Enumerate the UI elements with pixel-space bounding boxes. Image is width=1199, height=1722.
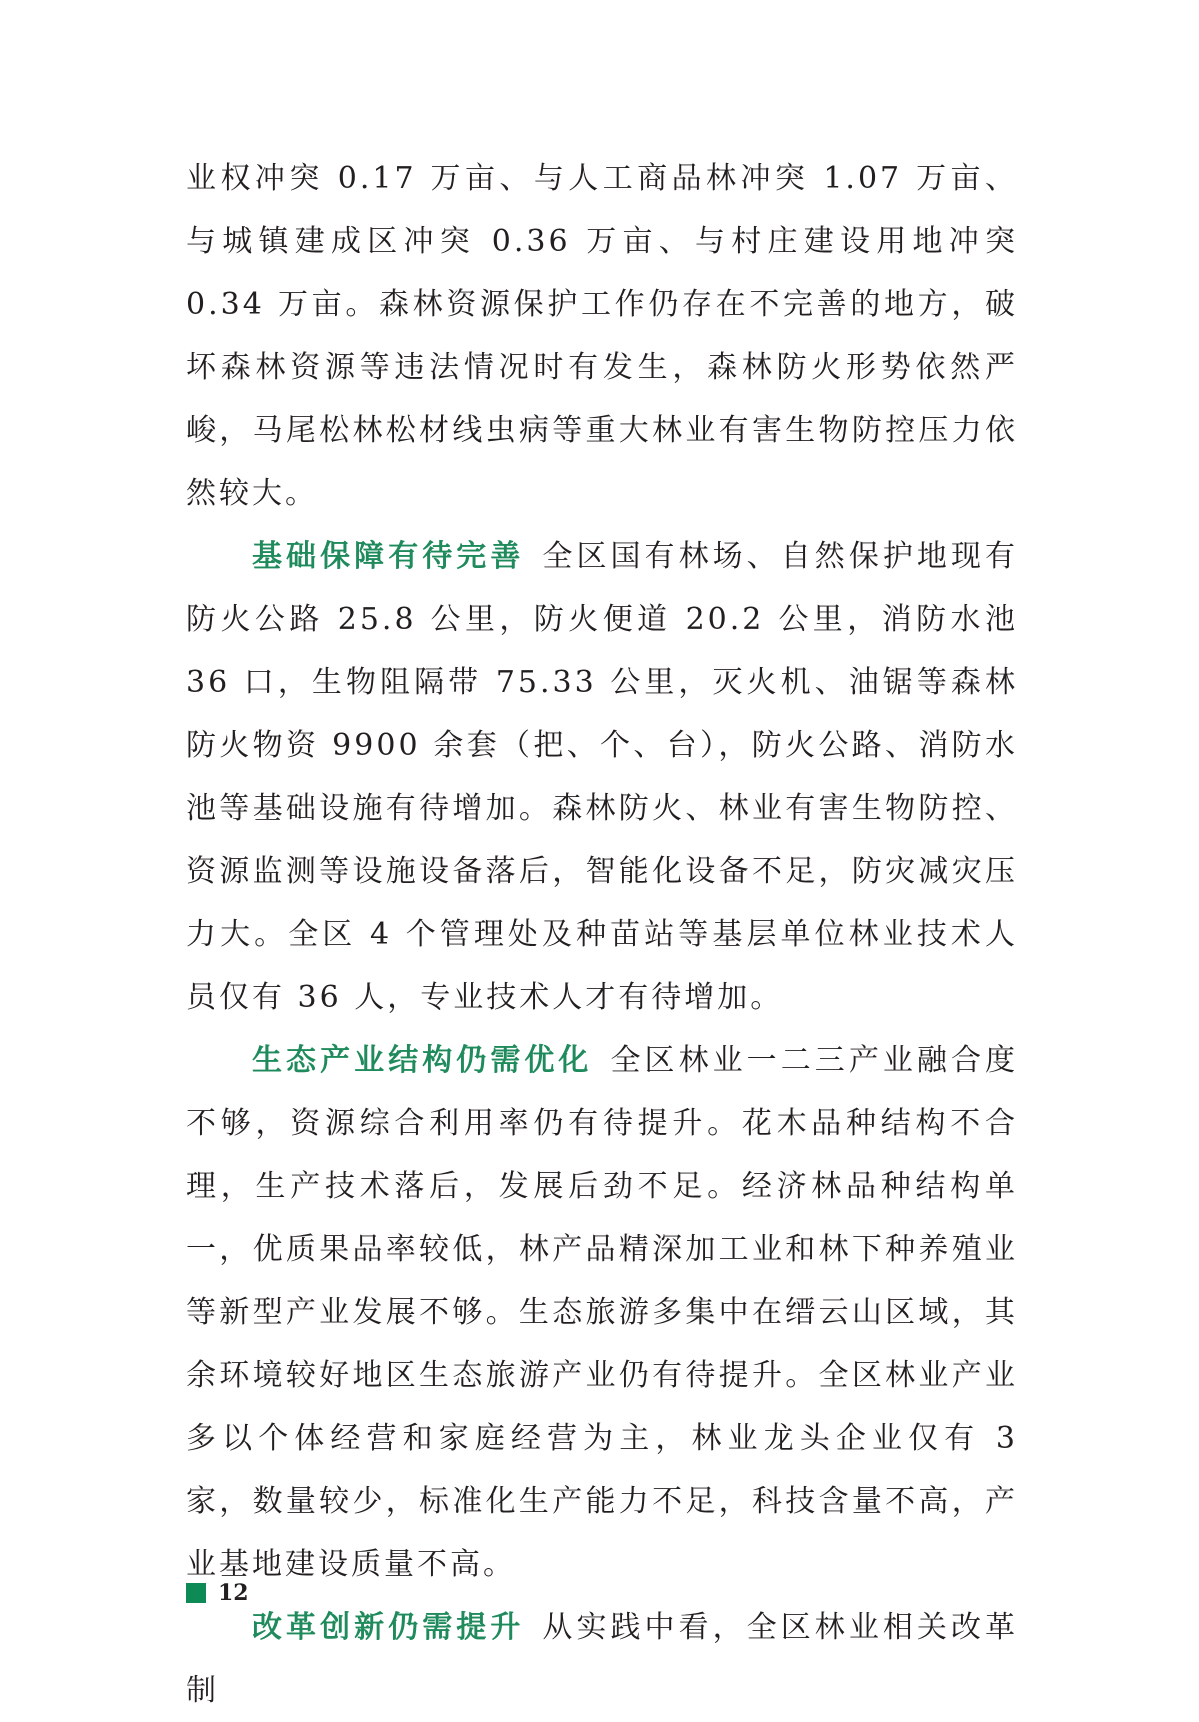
paragraph-text: 全区林业一二三产业融合度不够，资源综合利用率仍有待提升。花木品种结构不合理，生产技术落后，发展后劲不足。经济林品种结构单一，优质果品率较低，林产品精深加工业和林下种养殖业等新型产业发展不够。生态旅游多集中在缙云山区域，其余环境较好地区生态旅游产业仍有待提升。全区林业产业多以个体经营和家庭经营为主，林业龙头企业仅有 3 家，数量较少，标准化生产能力不足，科技含量不高，产业基地建设质量不高。 <box>186 1043 1019 1582</box>
section-heading: 基础保障有待完善 <box>252 539 525 574</box>
paragraph-text: 业权冲突 0.17 万亩、与人工商品林冲突 1.07 万亩、与城镇建成区冲突 0.36 万亩、与村庄建设用地冲突 0.34 万亩。森林资源保护工作仍存在不完善的地方，破坏森林资源等违法情况时有发生，森林防火形势依然严峻，马尾松林松材线虫病等重大林业有害生物防控压力依然较大。 <box>186 161 1018 511</box>
page-footer <box>186 1580 249 1606</box>
paragraph-industry-structure <box>186 1029 1018 1596</box>
paragraph-infrastructure <box>186 525 1018 1029</box>
paragraph-text: 从实践中看，全区林业相关改革制 <box>186 1610 1019 1708</box>
page-marker-square-icon <box>186 1583 206 1603</box>
paragraph-continuation <box>186 147 1018 525</box>
paragraph-reform-innovation <box>186 1596 1018 1722</box>
paragraph-text: 全区国有林场、自然保护地现有防火公路 25.8 公里，防火便道 20.2 公里，消防水池 36 口，生物阻隔带 75.33 公里，灭火机、油锯等森林防火物资 9900 余套（把、个、台），防火公路、消防水池等基础设施有待增加。森林防火、林业有害生物防控、资源监测等设施设备落后，智能化设备不足，防灾减灾压力大。全区 4 个管理处及种苗站等基层单位林业技术人员仅有 36 人，专业技术人才有待增加。 <box>186 539 1019 1015</box>
section-heading: 改革创新仍需提升 <box>252 1610 525 1645</box>
page-number: 12 <box>218 1580 249 1606</box>
body-text <box>186 147 1018 1722</box>
section-heading: 生态产业结构仍需优化 <box>252 1043 593 1078</box>
